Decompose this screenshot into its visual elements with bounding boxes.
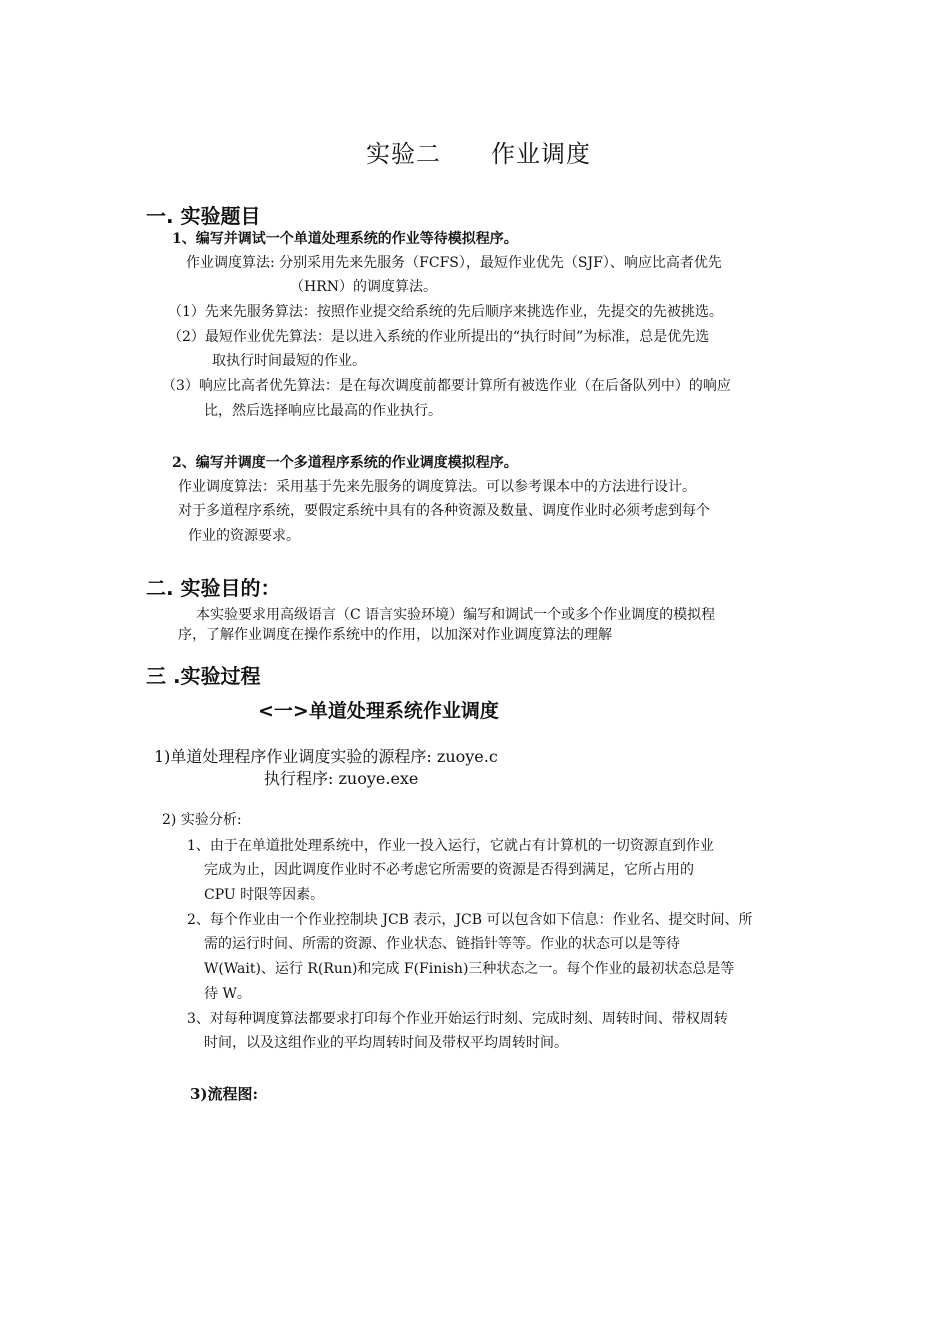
purpose-line1: 本实验要求用高级语言（C 语言实验环境）编写和调试一个或多个作业调度的模拟程 bbox=[196, 607, 716, 623]
analysis-2-line2: 需的运行时间、所需的资源、作业状态、链指针等等。作业的状态可以是等待 bbox=[204, 936, 680, 952]
section-heading-process: 三 .实验过程 bbox=[146, 664, 261, 688]
purpose-line2: 序，了解作业调度在操作系统中的作用，以加深对作业调度算法的理解 bbox=[178, 627, 612, 643]
item1-fcfs: （1）先来先服务算法：按照作业提交给系统的先后顺序来挑选作业，先提交的先被挑选。 bbox=[168, 304, 723, 320]
item2-line2: 对于多道程序系统，要假定系统中具有的各种资源及数量、调度作业时必须考虑到每个 bbox=[178, 503, 710, 519]
analysis-2-line3: W(Wait)、运行 R(Run)和完成 F(Finish)三种状态之一。每个作业的最初状态总是等 bbox=[204, 961, 735, 977]
item1-hrn-line2: 比，然后选择响应比最高的作业执行。 bbox=[204, 403, 442, 419]
analysis-3-line1: 3、对每种调度算法都要求打印每个作业开始运行时刻、完成时刻、周转时间、带权周转 bbox=[187, 1011, 728, 1027]
section-heading-topic: 一. 实验题目 bbox=[146, 204, 261, 228]
exe-file-line: 执行程序: zuoye.exe bbox=[264, 769, 419, 788]
item1-sjf-line2: 取执行时间最短的作业。 bbox=[212, 353, 366, 369]
analysis-1-line2: 完成为止，因此调度作业时不必考虑它所需要的资源是否得到满足，它所占用的 bbox=[204, 862, 694, 878]
item1-algo-line2: （HRN）的调度算法。 bbox=[290, 279, 437, 295]
item2-line1: 作业调度算法：采用基于先来先服务的调度算法。可以参考课本中的方法进行设计。 bbox=[178, 479, 696, 495]
analysis-heading: 2) 实验分析: bbox=[162, 812, 242, 828]
analysis-1-line1: 1、由于在单道批处理系统中，作业一投入运行，它就占有计算机的一切资源直到作业 bbox=[187, 838, 714, 854]
item1-algo-line1: 作业调度算法: 分别采用先来先服务（FCFS），最短作业优先（SJF）、响应比高者优先 bbox=[186, 255, 722, 271]
page-title: 实验二 作业调度 bbox=[366, 140, 591, 168]
analysis-2-line1: 2、每个作业由一个作业控制块 JCB 表示，JCB 可以包含如下信息：作业名、提交时间、所 bbox=[187, 912, 753, 928]
item2-line3: 作业的资源要求。 bbox=[188, 528, 300, 544]
flowchart-heading: 3)流程图: bbox=[190, 1085, 259, 1103]
analysis-1-line3: CPU 时限等因素。 bbox=[204, 887, 325, 903]
subsection-heading: <一>单道处理系统作业调度 bbox=[258, 700, 499, 722]
item1-heading: 1、编写并调试一个单道处理系统的作业等待模拟程序。 bbox=[172, 231, 518, 247]
section-heading-purpose: 二. 实验目的： bbox=[146, 576, 281, 600]
item2-heading: 2、编写并调度一个多道程序系统的作业调度模拟程序。 bbox=[172, 455, 518, 471]
item1-sjf-line1: （2）最短作业优先算法：是以进入系统的作业所提出的“执行时间”为标准，总是优先选 bbox=[168, 329, 710, 345]
analysis-3-line2: 时间，以及这组作业的平均周转时间及带权平均周转时间。 bbox=[204, 1035, 568, 1051]
item1-hrn-line1: （3）响应比高者优先算法：是在每次调度前都要计算所有被选作业（在后备队列中）的响应 bbox=[162, 378, 731, 394]
analysis-2-line4: 待 W。 bbox=[204, 986, 251, 1002]
source-file-line: 1)单道处理程序作业调度实验的源程序: zuoye.c bbox=[154, 747, 498, 766]
